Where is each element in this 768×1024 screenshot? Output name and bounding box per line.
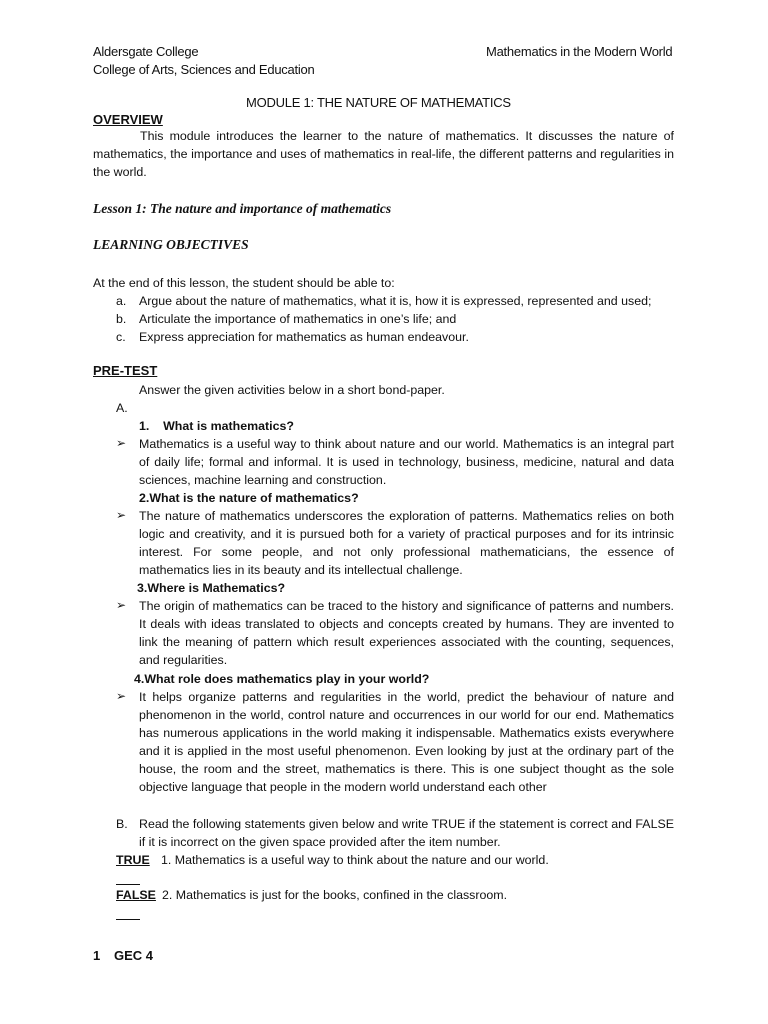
objective-text: Argue about the nature of mathematics, what it is, how it is expressed, represented and used; (139, 294, 652, 308)
objective-marker: a. (116, 294, 127, 308)
part-b-label: B. (116, 817, 128, 831)
part-a-label: A. (116, 401, 128, 415)
true-false-answer: TRUE (116, 853, 150, 867)
pretest-instruction: Answer the given activities below in a short bond-paper. (139, 383, 445, 397)
overview-text: This module introduces the learner to the nature of mathematics. It discusses the nature of mathematics, the importance and uses of mathematics in real-life, the different patterns and regularities in the world. (93, 129, 674, 179)
part-b-instruction: Read the following statements given below and write TRUE if the statement is correct and FALSE if it is incorrect on the given space provided after the item number. (139, 817, 674, 849)
statement-2: 2. Mathematics is just for the books, confined in the classroom. (162, 888, 508, 902)
objective-text: Articulate the importance of mathematics in one’s life; and (139, 312, 457, 326)
arrow-bullet-icon: ➢ (116, 598, 127, 612)
question-4: 4.What role does mathematics play in your world? (134, 672, 430, 686)
answer-3: The origin of mathematics can be traced to the history and significance of patterns and numbers. It deals with ideas translated to objects and concepts created by humans. They are invented to link the meaning of pattern which result experiences associated with the counting, sequences, and regularities. (139, 599, 674, 667)
module-title: MODULE 1: THE NATURE OF MATHEMATICS (246, 95, 511, 110)
college-name: College of Arts, Sciences and Education (93, 62, 315, 77)
page-number: 1 (93, 948, 101, 963)
learning-objectives-heading: LEARNING OBJECTIVES (93, 237, 249, 252)
true-false-answer: FALSE (116, 888, 156, 902)
answer-blank-line (116, 919, 140, 920)
objective-text: Express appreciation for mathematics as human endeavour. (139, 330, 469, 344)
question-2: 2.What is the nature of mathematics? (139, 491, 359, 505)
objective-marker: b. (116, 312, 127, 326)
arrow-bullet-icon: ➢ (116, 436, 127, 450)
question-1: 1. What is mathematics? (139, 419, 294, 433)
objective-marker: c. (116, 330, 126, 344)
institution-name: Aldersgate College (93, 44, 199, 59)
objective-item (116, 292, 696, 310)
answer-blank-line (116, 884, 140, 885)
statement-1: 1. Mathematics is a useful way to think about the nature and our world. (161, 853, 549, 867)
course-code: GEC 4 (114, 948, 154, 963)
objective-item (116, 328, 696, 346)
overview-heading: OVERVIEW (93, 112, 163, 127)
objective-item (116, 310, 696, 328)
objectives-intro: At the end of this lesson, the student should be able to: (93, 276, 395, 290)
objectives-list (116, 292, 696, 346)
answer-1: Mathematics is a useful way to think about nature and our world. Mathematics is an integral part of daily life; formal and informal. It is used in technology, business, medicine, natural and data sciences, machine learning and construction. (139, 437, 674, 487)
answer-4: It helps organize patterns and regularities in the world, predict the behaviour of nature and phenomenon in the world, control nature and occurrences in our world for our end. Mathematics has numerous applications in the world making it indispensable. Mathematics exists everywhere and it is applied in the most useful phenomenon. Even looking by just at the ordinary part of the house, the room and the street, mathematics is there. This is one subject thought as the sole objective language that people in the modern world understand each other (139, 690, 674, 794)
arrow-bullet-icon: ➢ (116, 689, 127, 703)
pretest-heading: PRE-TEST (93, 363, 158, 378)
lesson-title: Lesson 1: The nature and importance of mathematics (93, 201, 392, 216)
arrow-bullet-icon: ➢ (116, 508, 127, 522)
answer-2: The nature of mathematics underscores the exploration of patterns. Mathematics relies on both logic and creativity, and it is pursued both for a variety of practical purposes and for its intrinsic interest. For some people, and not only professional mathematicians, the essence of mathematics lies in its beauty and its intellectual challenge. (139, 509, 674, 577)
course-title: Mathematics in the Modern World (486, 44, 673, 59)
question-3: 3.Where is Mathematics? (137, 581, 286, 595)
